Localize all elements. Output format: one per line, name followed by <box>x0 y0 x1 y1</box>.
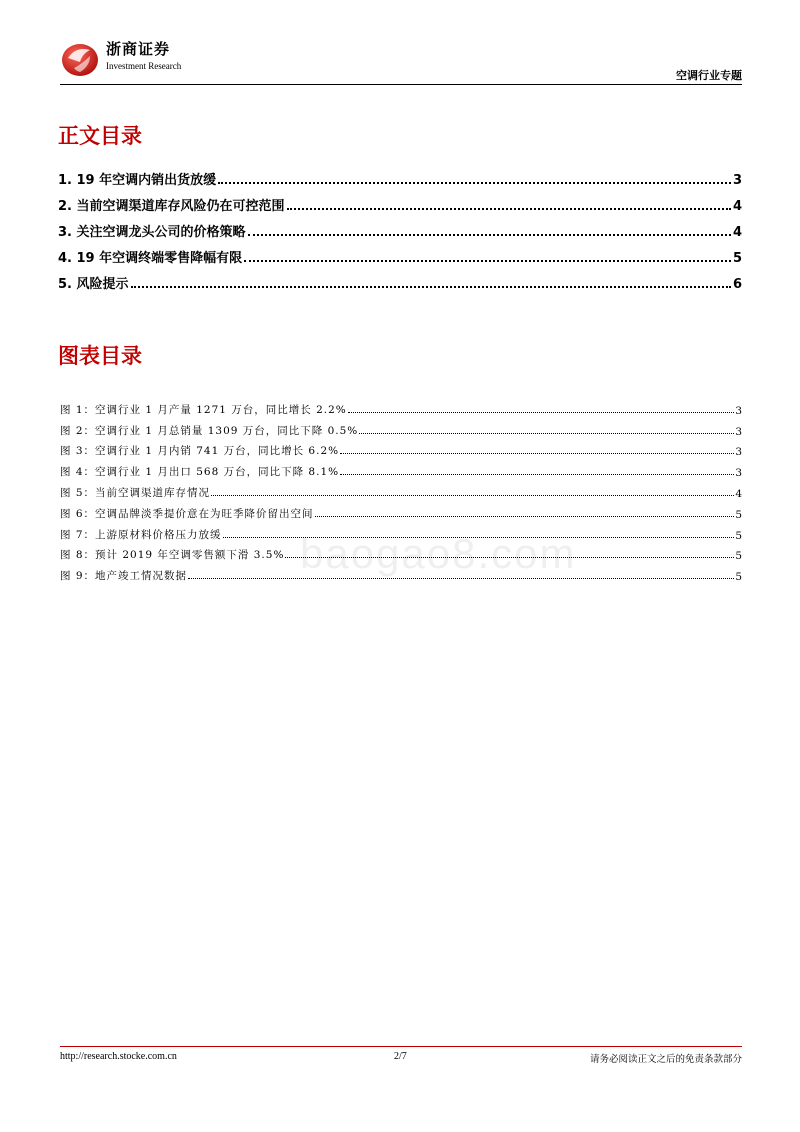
dot-leader <box>340 474 734 475</box>
dot-leader <box>188 578 734 579</box>
figure-entry[interactable] <box>60 417 742 438</box>
toc-entry-page: 4 <box>732 199 742 214</box>
toc-entry-page: 3 <box>732 173 742 188</box>
figure-entry-label: 图 6：空调品牌淡季提价意在为旺季降价留出空间 <box>60 507 314 520</box>
dot-leader <box>348 412 735 413</box>
dot-leader <box>131 286 731 288</box>
figure-entry-page: 5 <box>735 529 742 542</box>
toc-entry-label: 1. 19 年空调内销出货放缓 <box>58 173 217 188</box>
figure-entry-page: 5 <box>735 571 742 584</box>
footer-divider <box>60 1046 742 1047</box>
page-header <box>60 38 742 84</box>
dot-leader <box>244 260 731 262</box>
figure-entry-label: 图 4：空调行业 1 月出口 568 万台，同比下降 8.1% <box>60 466 340 479</box>
toc-entry-page: 4 <box>732 225 742 240</box>
figure-entry-label: 图 1：空调行业 1 月产量 1271 万台，同比增长 2.2% <box>60 403 347 416</box>
toc-entry-page: 6 <box>732 277 742 292</box>
figure-entry[interactable] <box>60 396 742 417</box>
figure-entry-page: 3 <box>735 467 742 480</box>
figure-entry[interactable] <box>60 458 742 479</box>
toc-entry-label: 5. 风险提示 <box>58 277 129 292</box>
toc-entry[interactable] <box>58 266 742 292</box>
figure-entry-page: 3 <box>735 404 742 417</box>
dot-leader <box>211 495 734 496</box>
figures-title: 图表目录 <box>58 344 142 368</box>
figure-entry[interactable] <box>60 500 742 521</box>
figure-entry-page: 3 <box>735 425 742 438</box>
toc-entry[interactable] <box>58 188 742 214</box>
footer-url[interactable]: http://research.stocke.com.cn <box>60 1051 177 1062</box>
figure-entry-page: 4 <box>735 487 742 500</box>
figure-entry[interactable] <box>60 479 742 500</box>
figure-entry-page: 5 <box>735 550 742 563</box>
footer-page-number: 2/7 <box>394 1051 407 1062</box>
figure-entry-label: 图 7：上游原材料价格压力放缓 <box>60 528 222 541</box>
toc-entry-label: 4. 19 年空调终端零售降幅有限 <box>58 251 243 266</box>
toc-list <box>58 162 742 292</box>
toc-entry[interactable] <box>58 162 742 188</box>
toc-entry-page: 5 <box>732 251 742 266</box>
watermark: baogao8.com <box>300 530 577 577</box>
toc-title: 正文目录 <box>58 124 142 148</box>
figure-entry-label: 图 9：地产竣工情况数据 <box>60 570 188 583</box>
brand-name-en: Investment Research <box>106 61 182 71</box>
company-logo <box>60 38 100 78</box>
footer-disclaimer: 请务必阅读正文之后的免责条款部分 <box>589 1054 742 1065</box>
document-title: 空调行业专题 <box>676 69 742 82</box>
dot-leader <box>359 433 734 434</box>
header-divider <box>60 84 742 85</box>
figure-entry-label: 图 8：预计 2019 年空调零售额下滑 3.5% <box>60 549 285 562</box>
brand-name-cn: 浙商证券 <box>106 40 171 58</box>
toc-entry[interactable] <box>58 240 742 266</box>
figure-entry-page: 5 <box>735 508 742 521</box>
dot-leader <box>315 516 735 517</box>
figure-entry-label: 图 3：空调行业 1 月内销 741 万台，同比增长 6.2% <box>60 445 340 458</box>
dot-leader <box>287 208 731 210</box>
figure-entry-label: 图 5：当前空调渠道库存情况 <box>60 486 211 499</box>
figure-entry-label: 图 2：空调行业 1 月总销量 1309 万台，同比下降 0.5% <box>60 424 359 437</box>
figure-entry-page: 3 <box>735 446 742 459</box>
dot-leader <box>340 453 734 454</box>
brand-block <box>106 40 181 72</box>
toc-entry-label: 2. 当前空调渠道库存风险仍在可控范围 <box>58 199 285 214</box>
toc-entry[interactable] <box>58 214 742 240</box>
dot-leader <box>218 182 731 184</box>
dot-leader <box>248 234 731 236</box>
toc-entry-label: 3. 关注空调龙头公司的价格策略 <box>58 225 246 240</box>
figure-entry[interactable] <box>60 438 742 459</box>
